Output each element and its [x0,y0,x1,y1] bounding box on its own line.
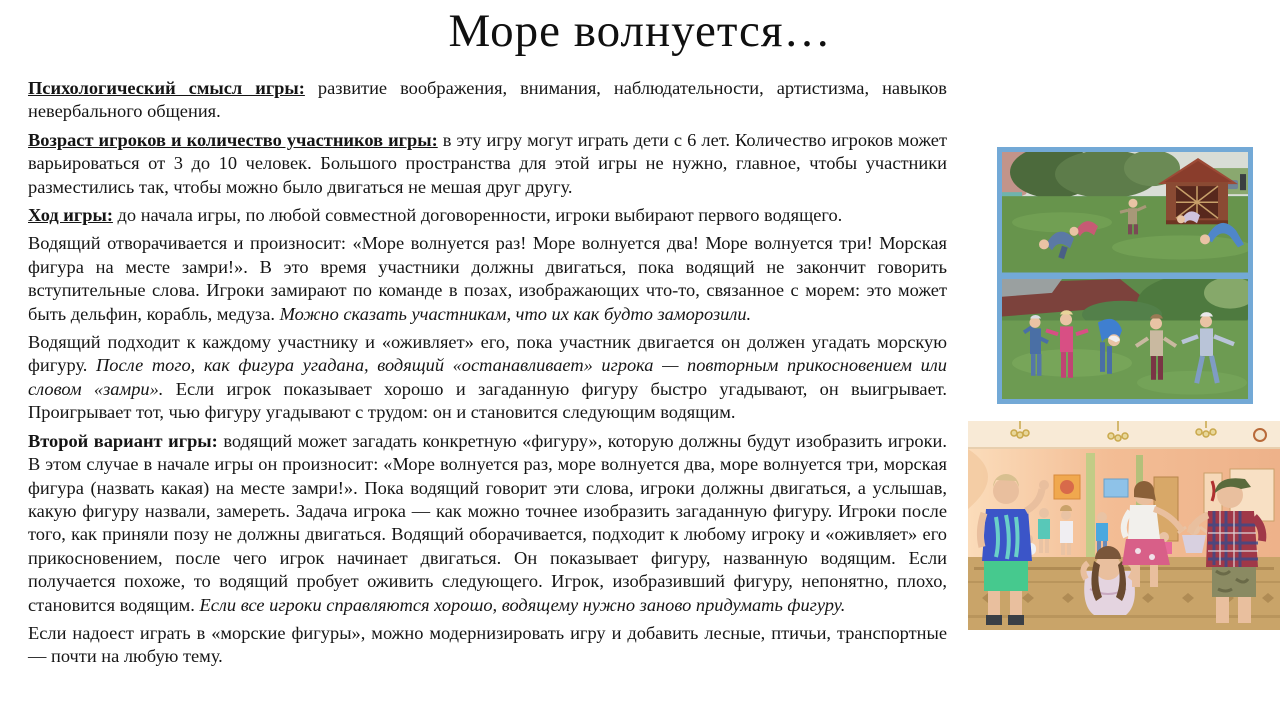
pilaster [1086,453,1095,557]
text-run-bold-underline: Ход игры: [28,205,113,226]
text-run-normal: развитие воображения, внимания, наблюдательности, артистизма, навыков невербального общения. [28,78,947,122]
text-run-italic: Можно сказать участникам, что их как будто заморозили. [279,303,752,324]
page-title: Море волнуется… [448,5,832,57]
text-run-normal: в эту игру могут играть дети с 6 лет. Количество игроков может варьироваться от 3 до 10 человек. Большого пространства для этой игры не нужно, главное, чтобы участники разместились так, чтобы можно было двигаться не мешая друг другу. [28,129,947,197]
photo-indoor-playroom [968,421,1280,630]
text-run-bold-underline: Психологический смысл игры: [28,78,305,98]
paragraph [28,232,947,326]
text-run-normal: Водящий отворачивается и произносит: «Море волнуется раз! Море волнуется два! Море волнуется три! Морская фигура на месте замри!». В это время участники должны двигаться, пока водящий не закончит говорить вступительные слова. Игроки замирают по команде в позах, изображающих что-то, связанное с морем: это может быть дельфин, корабль, медуза. [28,233,947,324]
text-run-normal: до начала игры, по любой совместной договоренности, игроки выбирают первого водящего. [112,205,843,226]
paragraph [28,129,947,199]
text-run-normal: Если надоест играть в «морские фигуры», можно модернизировать игру и добавить лесные, птичьи, транспортные — почти на любую тему. [28,622,947,667]
text-column [28,77,947,674]
paragraph [28,331,947,425]
text-run-italic: Если все игроки справляются хорошо, водящему нужно заново придумать фигуру. [199,594,846,615]
wall-clock [1254,429,1266,441]
text-run-bold: Второй вариант игры: [28,430,218,451]
photo-outdoor-gazebo [1002,152,1248,273]
wall-picture [1104,479,1128,497]
text-run-normal: водящий может загадать конкретную «фигуру», которую должны будут изобразить игроки. В этом случае в начале игры он произносит: «Море волнуется раз, море волнуется два, море волнуется три, морская фигура (назвать какая) на месте замри!». Пока водящий говорит эти слова, игроки должны двигаться, а услышав, какую фигуру назвали, замереть. Задача игрока — как можно точнее изобразить загаданную фигуру. Игроки после того, как приняли позу не должны двигаться. Водящий оборачивается, подходит к любому игроку и «оживляет» его прикосновением, после чего игрок начинает двигаться. Он показывает фигуру, названную водящим. Если получается похоже, то водящий пробует оживить следующего. Игрок, изобразивший фигуру, непонятно, плохо, становится водящим. [28,430,947,615]
photo-indoor [968,421,1280,630]
paragraph [28,430,947,617]
paragraph [28,204,947,227]
text-run-normal: Водящий подходит к каждому участнику и «оживляет» его, пока участник двигается он должен угадать морскую фигуру. [28,332,947,376]
photo-frame [997,147,1253,404]
paragraph [28,77,947,124]
text-run-normal: Если игрок показывает хорошо и загаданную фигуру быстро угадывают, он выигрывает. Проигрывает тот, чью фигуру угадывают с трудом: он и становится следующим водящим. [28,378,947,423]
photo-outdoor-lawn [1002,279,1248,400]
text-run-bold-underline: Возраст игроков и количество участников игры: [28,129,438,150]
text-run-italic: После того, как фигура угадана, водящий «останавливает» игрока — повторным прикосновением или словом «замри». [28,355,947,399]
paragraph [28,622,947,669]
